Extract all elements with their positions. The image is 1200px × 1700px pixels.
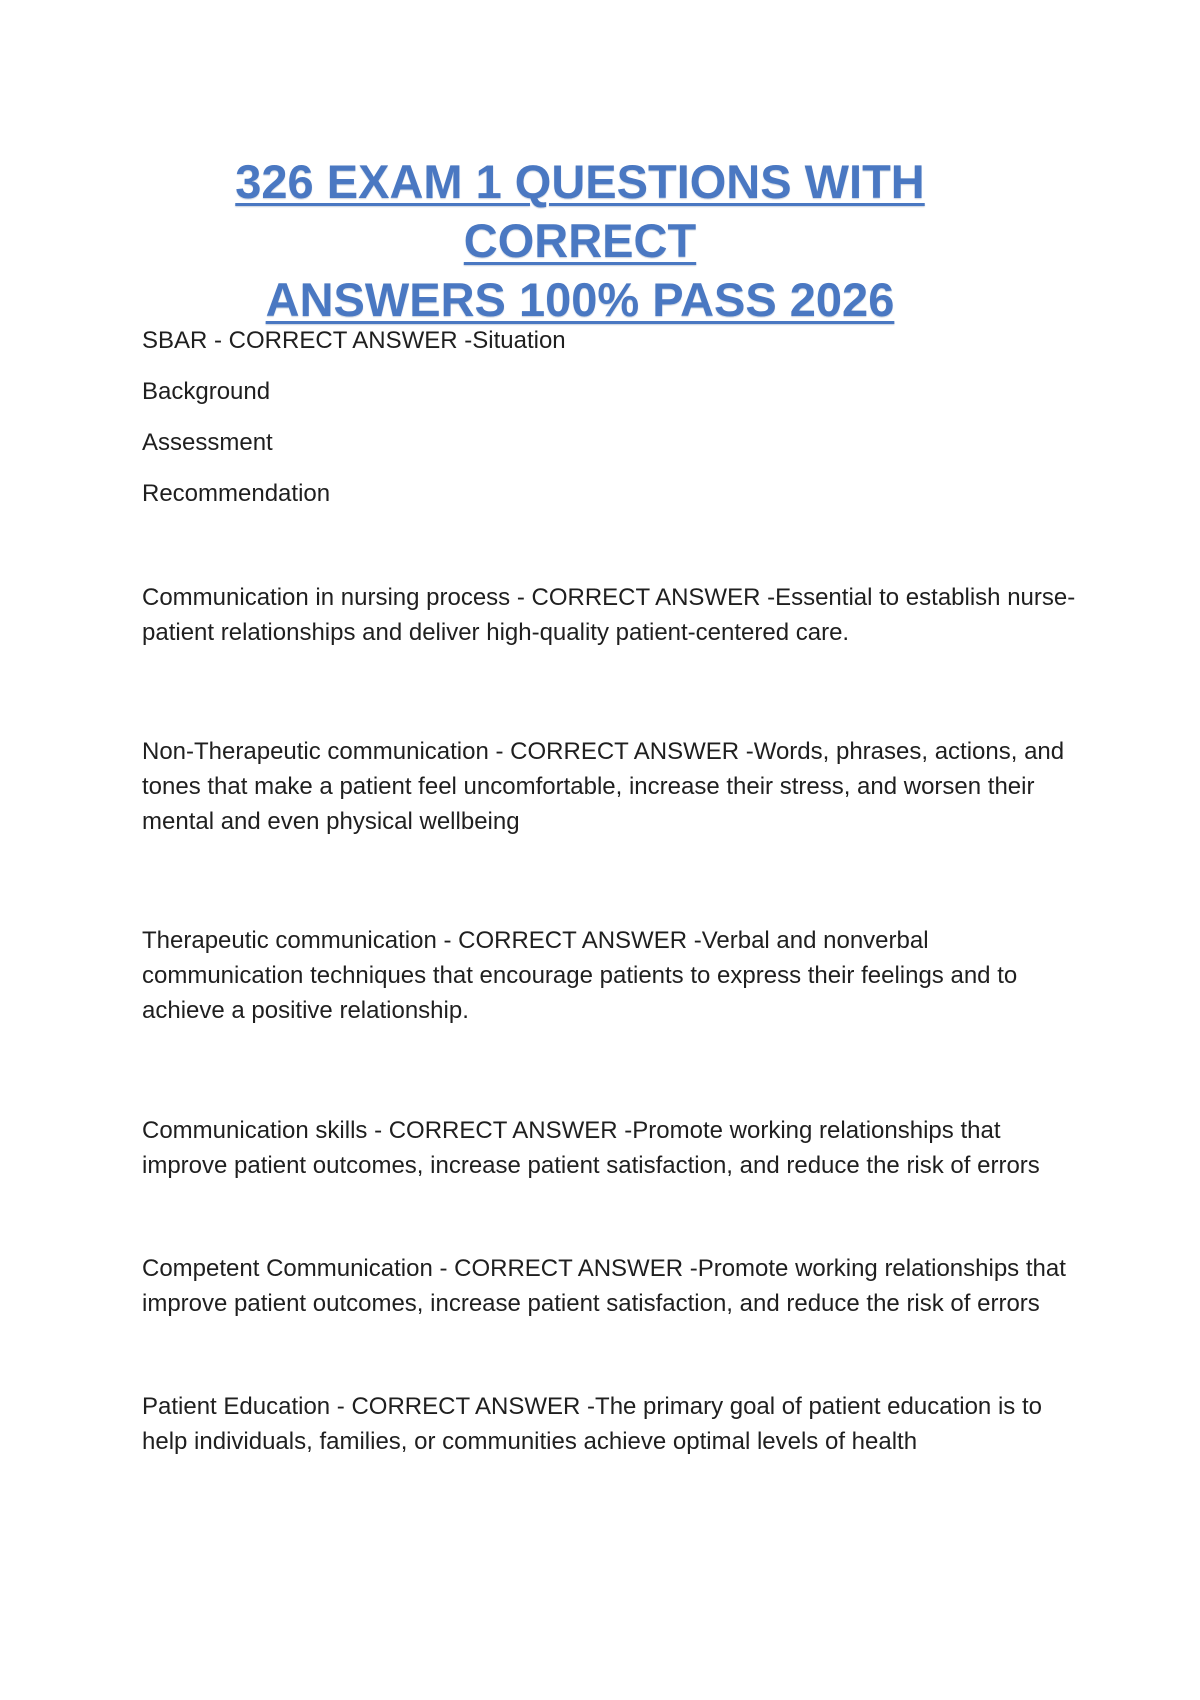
sbar-line-situation: SBAR - CORRECT ANSWER -Situation <box>142 327 566 354</box>
entry-non-therapeutic-communication <box>142 734 1082 839</box>
entry-patient-education <box>142 1389 1082 1459</box>
document-title-line-2: ANSWERS 100% PASS 2026 <box>265 273 895 326</box>
entry-therapeutic-communication <box>142 923 1082 1028</box>
entry-text-line: help individuals, families, or communities achieve optimal levels of health <box>142 1428 918 1455</box>
entry-text-line: Therapeutic communication - CORRECT ANSWER -Verbal and nonverbal <box>142 927 929 954</box>
entry-text-line: Communication in nursing process - CORRECT ANSWER -Essential to establish nurse- <box>142 584 1076 611</box>
entry-text-line: mental and even physical wellbeing <box>142 808 520 835</box>
entry-text-line: Competent Communication - CORRECT ANSWER -Promote working relationships that <box>142 1255 1066 1282</box>
sbar-line-assessment: Assessment <box>142 429 273 456</box>
document-title-line-1: 326 EXAM 1 QUESTIONS WITH CORRECT <box>235 155 925 267</box>
entry-competent-communication <box>142 1251 1082 1321</box>
document-body <box>142 323 1082 1459</box>
entry-text-line: Patient Education - CORRECT ANSWER -The primary goal of patient education is to <box>142 1393 1042 1420</box>
sbar-line-recommendation: Recommendation <box>142 480 331 507</box>
entry-text-line: patient relationships and deliver high-quality patient-centered care. <box>142 619 850 646</box>
entry-text-line: improve patient outcomes, increase patient satisfaction, and reduce the risk of errors <box>142 1152 1040 1179</box>
document-title <box>130 152 1030 329</box>
entry-text-line: tones that make a patient feel uncomfortable, increase their stress, and worsen their <box>142 773 1035 800</box>
entry-text-line: Non-Therapeutic communication - CORRECT ANSWER -Words, phrases, actions, and <box>142 738 1065 765</box>
sbar-entry <box>142 323 1082 511</box>
entry-text-line: improve patient outcomes, increase patient satisfaction, and reduce the risk of errors <box>142 1290 1040 1317</box>
sbar-line-background: Background <box>142 378 271 405</box>
entry-text-line: communication techniques that encourage patients to express their feelings and to <box>142 962 1018 989</box>
entry-communication-in-nursing-process <box>142 580 1082 650</box>
entry-text-line: achieve a positive relationship. <box>142 997 469 1024</box>
entry-communication-skills <box>142 1113 1082 1183</box>
entry-text-line: Communication skills - CORRECT ANSWER -Promote working relationships that <box>142 1117 1001 1144</box>
